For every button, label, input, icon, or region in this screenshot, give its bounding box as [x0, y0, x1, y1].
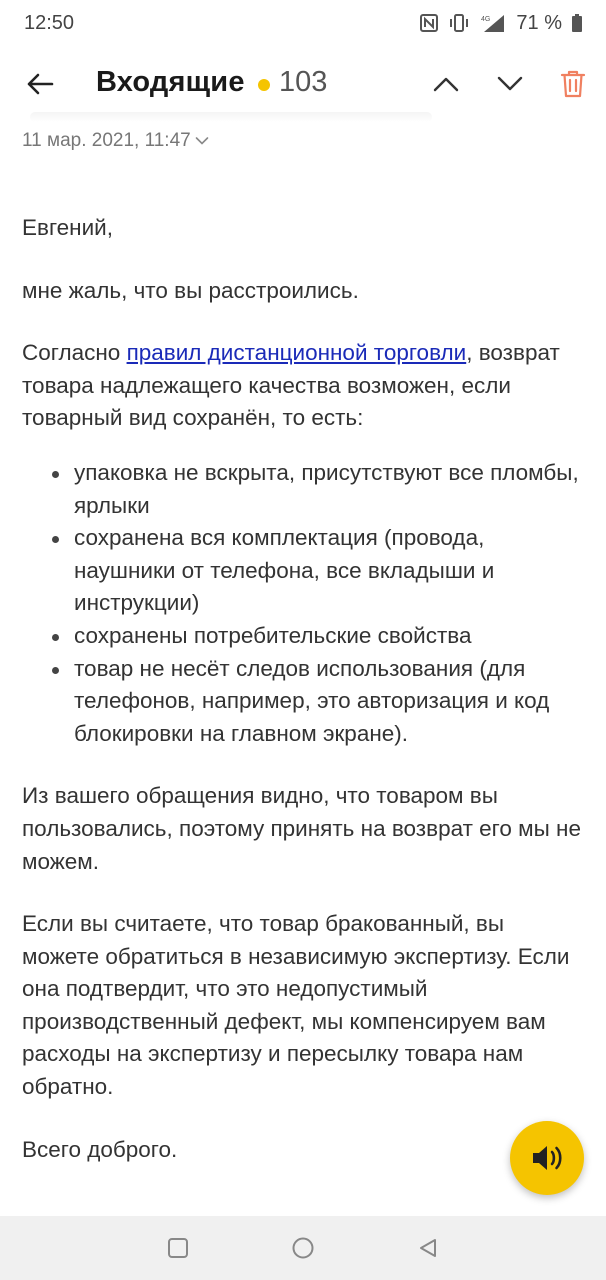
signal-icon [480, 13, 506, 33]
paragraph-2 [22, 337, 582, 435]
back-button[interactable] [20, 64, 60, 104]
list-item: сохранены потребительские свойства [74, 620, 582, 653]
arrow-left-icon [26, 72, 54, 96]
trash-icon [560, 69, 586, 99]
paragraph-4: Если вы считаете, что товар бракованный, вы можете обратиться в независимую экспертизу. Если она подтвердит, что это недопустимый производственный дефект, мы компенсируем вам расходы на экспертизу и пересылку товара нам обратно. [22, 911, 570, 1100]
conditions-list [22, 457, 582, 750]
folder-title: Входящие [96, 66, 245, 98]
recent-apps-button[interactable] [166, 1236, 190, 1260]
network-type: 4G [481, 16, 491, 23]
system-back-button[interactable] [416, 1236, 440, 1260]
chevron-down-icon [195, 136, 209, 146]
greeting: Евгений, [22, 215, 113, 240]
list-item: упаковка не вскрыта, присутствуют все пломбы, ярлыки [74, 457, 582, 522]
app-bar [0, 46, 606, 122]
delete-button[interactable] [553, 64, 593, 104]
status-bar [0, 0, 606, 46]
home-button[interactable] [291, 1236, 315, 1260]
message-date-text: 11 мар. 2021, 11:47 [22, 130, 191, 151]
list-item: товар не несёт следов использования (для телефонов, например, это авторизация и код блокировки на главном экране). [74, 653, 582, 751]
paragraph-1: мне жаль, что вы расстроились. [22, 277, 359, 303]
circle-icon [291, 1236, 315, 1260]
message-body [22, 212, 582, 1196]
battery-icon [572, 14, 582, 32]
closing: Всего доброго. [22, 1136, 178, 1162]
list-item: сохранена вся комплектация (провода, наушники от телефона, все вкладыши и инструкции) [74, 522, 582, 620]
chevron-down-icon [497, 76, 523, 92]
unread-dot [258, 79, 270, 91]
previous-message-button[interactable] [426, 64, 466, 104]
sender-card-edge [30, 112, 432, 122]
status-icons [420, 12, 582, 35]
status-time: 12:50 [24, 11, 75, 34]
paragraph-2-prefix: Согласно [22, 340, 127, 366]
message-date[interactable] [22, 130, 209, 152]
chevron-up-icon [433, 76, 459, 92]
triangle-back-icon [417, 1237, 439, 1259]
vibrate-icon [448, 14, 470, 32]
nfc-icon [420, 14, 438, 32]
system-navigation-bar [0, 1216, 606, 1280]
paragraph-2-suffix: , возврат товара надлежащего качества возможен, если товарный вид сохранён, то есть: [22, 340, 560, 431]
next-message-button[interactable] [490, 64, 530, 104]
battery-percent: 71 % [516, 11, 562, 34]
read-aloud-button[interactable] [510, 1121, 584, 1195]
trade-rules-link[interactable]: правил дистанционной торговли [126, 340, 467, 366]
unread-count: 103 [279, 66, 328, 98]
paragraph-3: Из вашего обращения видно, что товаром вы пользовались, поэтому принять на возврат его мы не можем. [22, 783, 581, 874]
speaker-icon [530, 1143, 564, 1173]
square-icon [167, 1237, 189, 1259]
